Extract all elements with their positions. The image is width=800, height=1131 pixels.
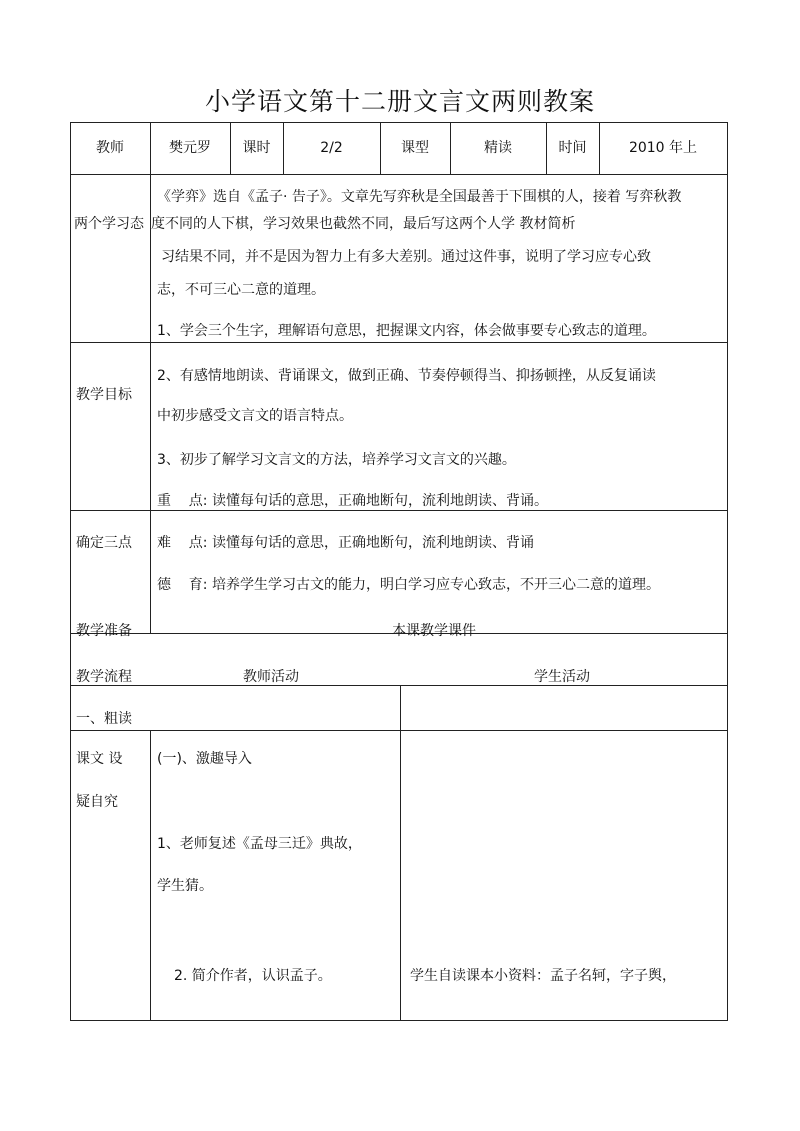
prep-value: 本课教学课件 — [392, 623, 476, 639]
difficult-point — [157, 534, 534, 552]
row-divider — [70, 342, 728, 343]
key-point — [157, 492, 548, 510]
material-label: 两个学习态 — [74, 216, 144, 232]
table-border-top — [70, 122, 728, 123]
goal-line: 中初步感受文言文的语言特点。 — [157, 408, 353, 424]
lesson-plan-table — [70, 122, 728, 1020]
three-points-label: 确定三点 — [76, 535, 132, 551]
table-border-left — [70, 122, 71, 1020]
col-divider — [400, 685, 401, 1020]
moral-point-label: 德 育: — [157, 577, 208, 593]
period-value: 2/2 — [320, 140, 343, 156]
type-value: 精读 — [484, 140, 512, 156]
goal-line: 3、初步了解学习文言文的方法，培养学习文言文的兴趣。 — [157, 452, 516, 468]
prep-label: 教学准备 — [76, 623, 132, 639]
student-activity-header: 学生活动 — [534, 669, 590, 685]
teacher-name: 樊元罗 — [169, 140, 211, 156]
teacher-step: 1、老师复述《孟母三迁》典故， — [157, 836, 362, 852]
explore-label: 课文 设 — [76, 751, 123, 767]
time-label: 时间 — [558, 140, 587, 156]
goal-line: 1、学会三个生字，理解语句意思，把握课文内容，体会做事要专心致志的道理。 — [157, 323, 656, 339]
material-line: 度不同的人下棋，学习效果也截然不同，最后写这两个人学 教材简析 — [151, 216, 576, 232]
student-step: 学生自读课本小资料：孟子名轲，字子舆， — [410, 968, 676, 984]
col-divider — [150, 174, 151, 633]
table-border-right — [727, 122, 728, 1020]
row-divider — [70, 174, 728, 175]
material-line: 《学弈》选自《孟子· 告子》。文章先写弈秋是全国最善于下围棋的人，接着 写弈秋教 — [157, 189, 682, 205]
difficult-point-label: 难 点: — [157, 535, 208, 551]
material-line: 志，不可三心二意的道理。 — [157, 282, 325, 298]
section-rough-read: 一、粗读 — [76, 711, 132, 727]
goals-label: 教学目标 — [76, 387, 132, 403]
period-label: 课时 — [242, 140, 271, 156]
key-point-text: 读懂每句话的意思，正确地断句，流利地朗读、背诵。 — [211, 493, 548, 509]
intro-heading: (一)、激趣导入 — [157, 751, 252, 767]
key-point-label: 重 点: — [157, 493, 208, 509]
page-title: 小学语文第十二册文言文两则教案 — [204, 87, 595, 116]
explore-label: 疑自究 — [76, 794, 118, 810]
teacher-step: 2. 简介作者，认识孟子。 — [174, 968, 332, 984]
row-divider — [70, 730, 728, 731]
difficult-point-text: 读懂每句话的意思，正确地断句，流利地朗读、背诵 — [211, 535, 534, 551]
flow-label: 教学流程 — [76, 669, 132, 685]
row-divider — [70, 685, 728, 686]
teacher-step: 学生猜。 — [157, 878, 213, 894]
col-divider — [150, 730, 151, 1020]
goal-line: 2、有感情地朗读、背诵课文，做到正确、节奏停顿得当、抑扬顿挫，从反复诵读 — [157, 368, 656, 384]
type-label: 课型 — [401, 140, 429, 156]
time-value: 2010 年上 — [628, 140, 698, 156]
teacher-activity-header: 教师活动 — [243, 669, 299, 685]
material-line: 习结果不同，并不是因为智力上有多大差别。通过这件事，说明了学习应专心致 — [161, 249, 651, 265]
moral-point — [157, 576, 660, 594]
moral-point-text: 培养学生学习古文的能力，明白学习应专心致志，不开三心二意的道理。 — [211, 577, 660, 593]
teacher-label: 教师 — [96, 140, 124, 156]
row-divider — [70, 510, 728, 511]
table-border-bottom — [70, 1020, 728, 1021]
